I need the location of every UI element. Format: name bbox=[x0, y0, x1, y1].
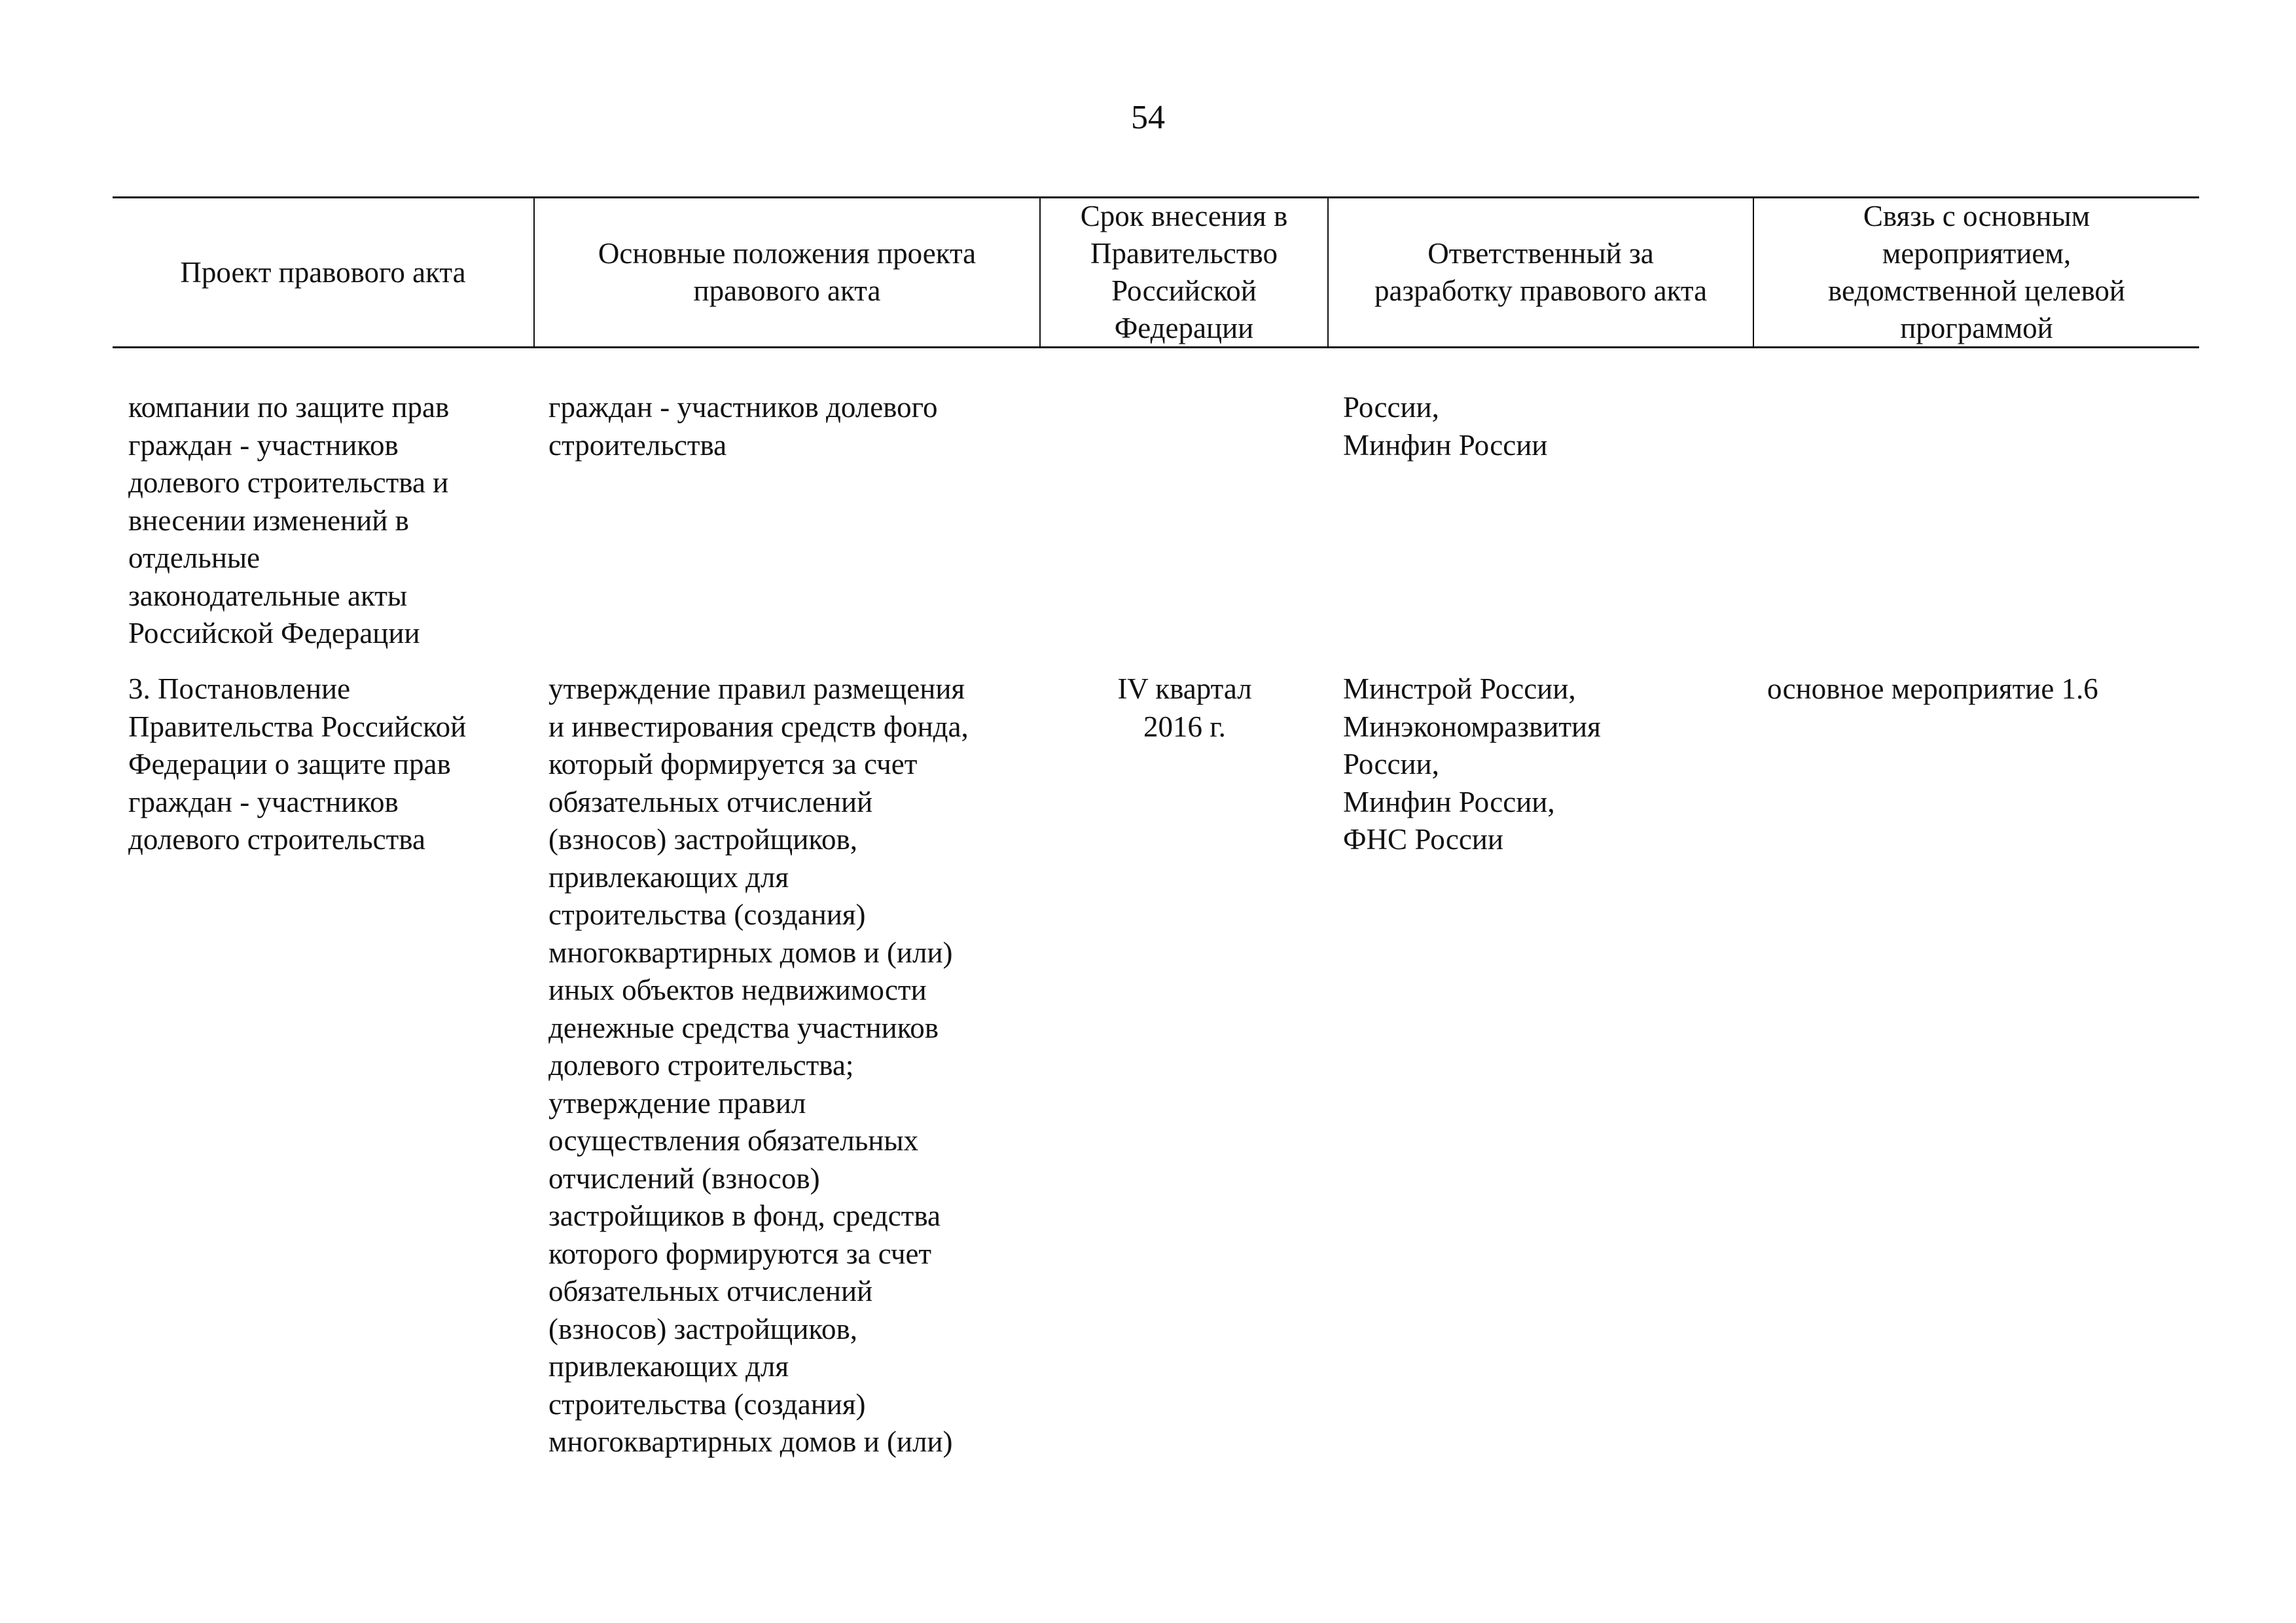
header-deadline bbox=[1039, 198, 1327, 346]
table-header bbox=[113, 196, 2199, 348]
row2-link: основное мероприятие 1.6 bbox=[1767, 672, 2098, 705]
header-responsible bbox=[1327, 198, 1753, 346]
header-provisions bbox=[533, 198, 1039, 346]
row1-provisions: граждан - участников долевого строительства bbox=[548, 391, 938, 462]
header-project bbox=[113, 198, 533, 346]
header-provisions-label: Основные положения проекта правового акта bbox=[598, 237, 977, 307]
row2-deadline: IV квартал 2016 г. bbox=[1117, 672, 1252, 743]
header-link-label: Связь с основным мероприятием, ведомственной целевой программой bbox=[1828, 200, 2125, 344]
row2-provisions: утверждение правил размещения и инвестирования средств фонда, который формируется за счет обязательных отчислений (взносов) застройщиков, привлекающих для строительства (создания) многоквартирных домов и (или) иных объектов недвижимости денежные средства участников долевого строительства; утверждение правил осуществления обязательных отчислений (взносов) застройщиков в фонд, средства которого формируются за счет обязательных отчислений (взносов) застройщиков, привлекающих для строительства (создания) многоквартирных домов и (или) bbox=[548, 672, 969, 1458]
header-project-label: Проект правового акта bbox=[180, 255, 466, 289]
header-responsible-label: Ответственный за разработку правового акта bbox=[1374, 237, 1708, 307]
page-number: 54 bbox=[1131, 99, 1165, 136]
row2-project: 3. Постановление Правительства Российской Федерации о защите прав граждан - участников долевого строительства bbox=[128, 672, 467, 856]
row1-responsible: России, Минфин России bbox=[1343, 391, 1548, 462]
row2-responsible: Минстрой России, Минэкономразвития России, Минфин России, ФНС России bbox=[1343, 672, 1601, 856]
header-link bbox=[1753, 198, 2199, 346]
row1-project: компании по защите прав граждан - участников долевого строительства и внесении изменений в отдельные законодательные акты Российской Федерации bbox=[128, 391, 450, 649]
header-deadline-label: Срок внесения в Правительство Российской Федерации bbox=[1080, 200, 1288, 344]
